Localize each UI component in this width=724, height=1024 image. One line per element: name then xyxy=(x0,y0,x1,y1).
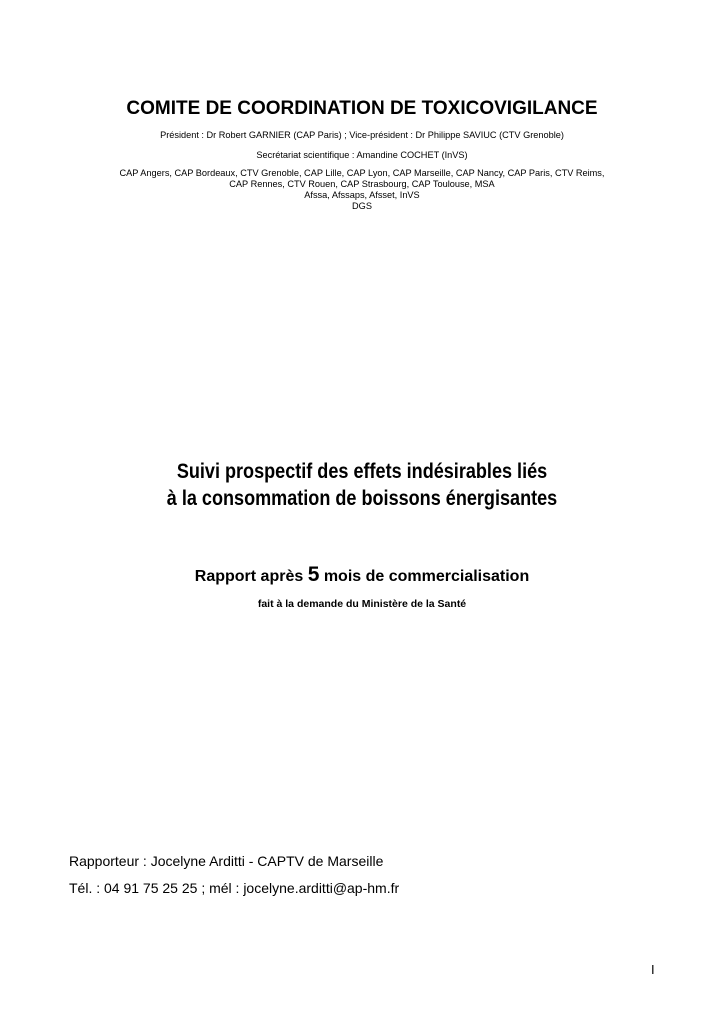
member-centers-line: CAP Rennes, CTV Rouen, CAP Strasbourg, CAP Toulouse, MSA xyxy=(229,179,495,189)
page-number: I xyxy=(651,962,655,977)
report-title-line: à la consommation de boissons énergisantes xyxy=(166,487,558,510)
subtitle-month-count: 5 xyxy=(307,563,320,586)
report-subtitle xyxy=(0,563,724,587)
member-centers xyxy=(60,168,664,212)
report-title-line: Suivi prospectif des effets indésirables liés xyxy=(176,460,548,483)
committee-title: COMITE DE COORDINATION DE TOXICOVIGILANCE xyxy=(126,98,598,119)
report-title xyxy=(51,458,674,512)
contact-line: Tél. : 04 91 75 25 25 ; mél : jocelyne.arditti@ap-hm.fr xyxy=(69,880,400,896)
subtitle-prefix: Rapport après xyxy=(194,568,308,585)
subtitle-suffix: mois de commercialisation xyxy=(319,568,530,585)
rapporteur-line: Rapporteur : Jocelyne Arditti - CAPTV de Marseille xyxy=(69,853,384,869)
request-line: fait à la demande du Ministère de la Santé xyxy=(257,598,467,610)
presidency-line: Président : Dr Robert GARNIER (CAP Paris) ; Vice-président : Dr Philippe SAVIUC (CTV Grenoble) xyxy=(160,130,564,140)
member-ministry-line: DGS xyxy=(352,201,372,211)
member-agencies-line: Afssa, Afssaps, Afsset, InVS xyxy=(304,190,420,200)
secretariat-line: Secrétariat scientifique : Amandine COCHET (InVS) xyxy=(256,150,468,160)
member-centers-line: CAP Angers, CAP Bordeaux, CTV Grenoble, CAP Lille, CAP Lyon, CAP Marseille, CAP Nancy, CAP Paris, CTV Reims, xyxy=(119,168,605,178)
